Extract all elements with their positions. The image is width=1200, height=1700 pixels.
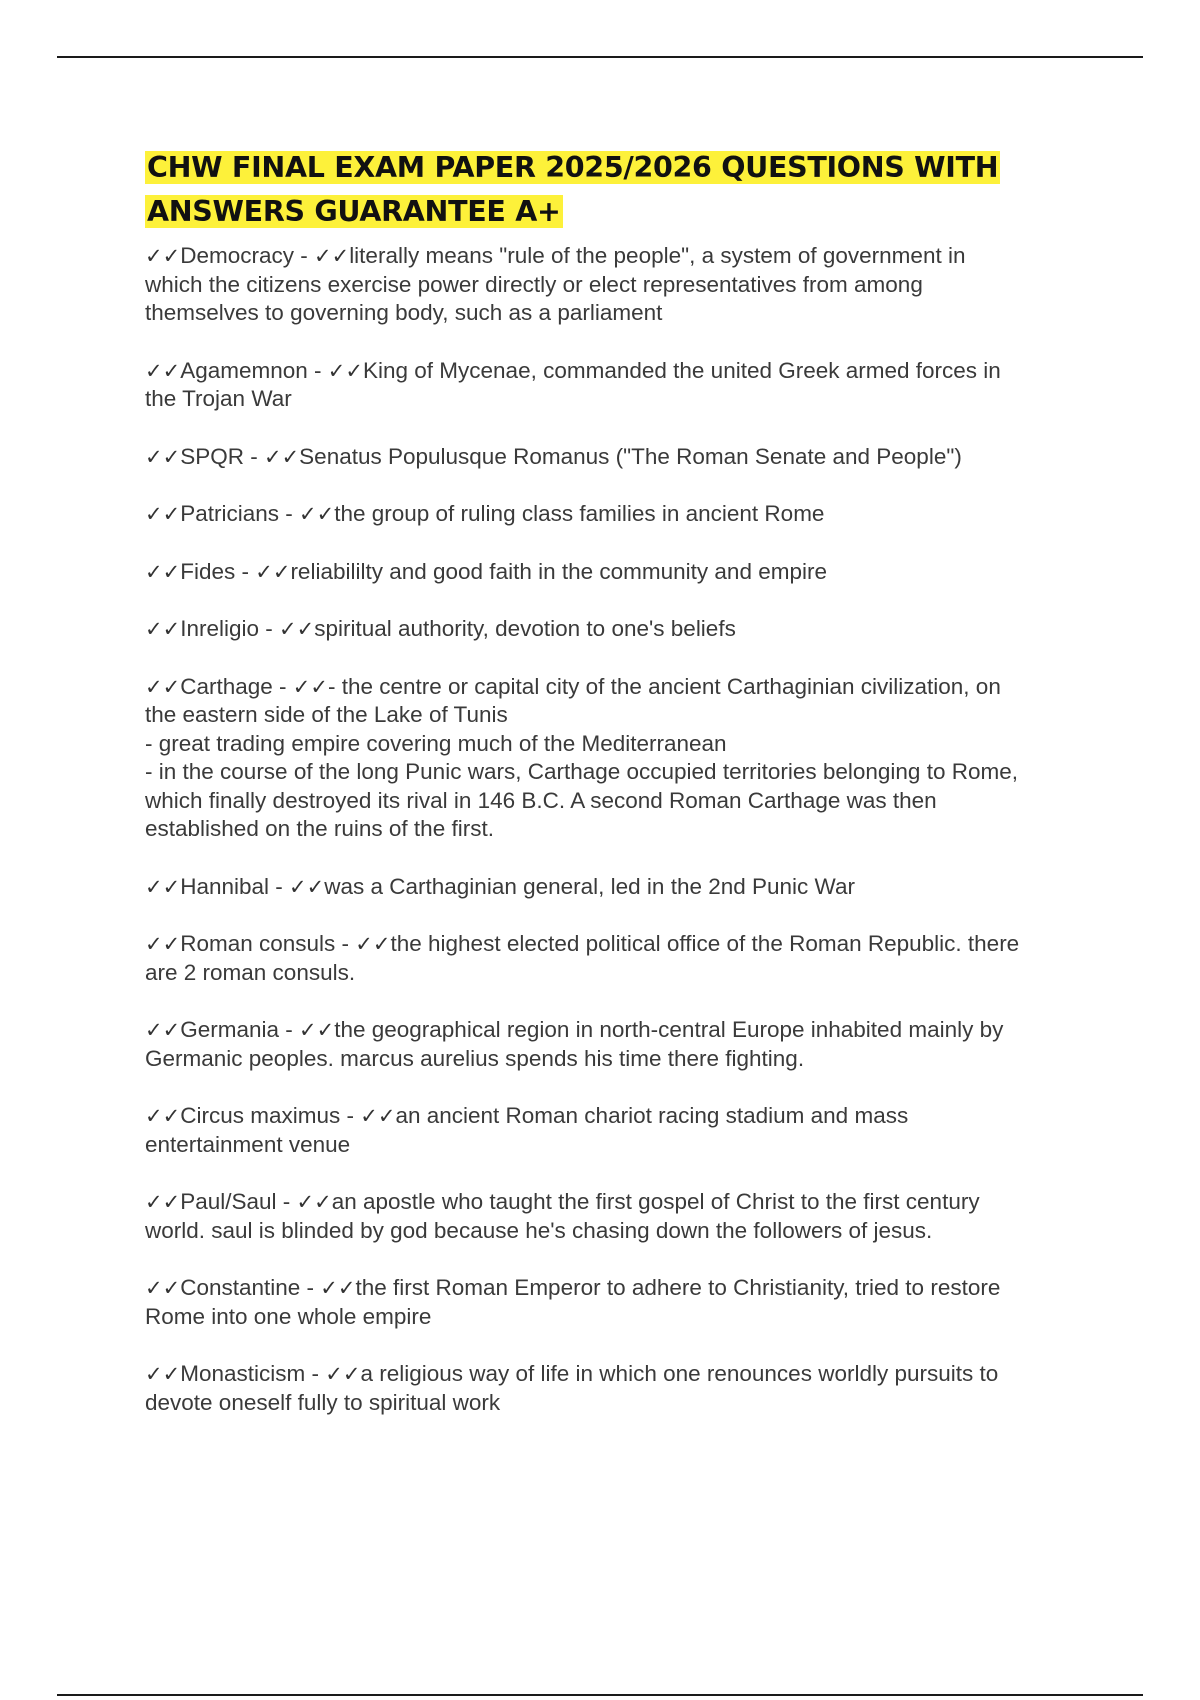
- qa-list: [145, 242, 1095, 1417]
- entry-line: [145, 558, 1095, 587]
- entry-definition: - in the course of the long Punic wars, Carthage occupied territories belonging to Rome,: [145, 759, 1018, 784]
- entry-separator: -: [272, 673, 293, 699]
- entry-definition: literally means "rule of the people", a system of government in: [349, 243, 966, 268]
- entry-separator: -: [307, 357, 328, 383]
- entry-line: [145, 271, 1095, 300]
- double-check-icon: ✓✓: [145, 444, 181, 469]
- entry-definition: Rome into one whole empire: [145, 1303, 432, 1329]
- double-check-icon: ✓✓: [145, 1018, 181, 1042]
- document-title: [145, 146, 1095, 234]
- double-check-icon: ✓✓: [263, 444, 300, 469]
- entry-separator: -: [340, 1103, 361, 1128]
- document-body: [145, 146, 1095, 1446]
- entry-line: [145, 357, 1095, 386]
- qa-entry: [145, 558, 1095, 587]
- entry-line: [145, 385, 1095, 414]
- entry-line: [145, 959, 1095, 988]
- title-line-1: CHW FINAL EXAM PAPER 2025/2026 QUESTIONS WITH: [147, 151, 999, 184]
- entry-line: [145, 1016, 1095, 1045]
- double-check-icon: ✓✓: [299, 502, 335, 526]
- double-check-icon: ✓✓: [145, 244, 181, 268]
- double-check-icon: ✓✓: [325, 1362, 361, 1386]
- double-check-icon: ✓✓: [145, 1362, 181, 1386]
- entry-separator: -: [335, 931, 356, 956]
- qa-entry: [145, 1274, 1095, 1331]
- entry-line: [145, 615, 1095, 644]
- bottom-rule: [57, 1694, 1143, 1696]
- entry-term: Agamemnon: [180, 357, 308, 383]
- entry-separator: -: [305, 1361, 326, 1386]
- entry-line: [145, 1131, 1095, 1160]
- entry-definition: a religious way of life in which one renounces worldly pursuits to: [360, 1361, 999, 1386]
- entry-term: Hannibal: [180, 873, 270, 899]
- qa-entry: [145, 357, 1095, 414]
- double-check-icon: ✓✓: [313, 244, 350, 268]
- entry-line: [145, 1217, 1095, 1246]
- entry-separator: -: [300, 1275, 321, 1300]
- top-rule: [57, 56, 1143, 58]
- title-line-2: ANSWERS GUARANTEE A+: [147, 195, 561, 228]
- entry-definition: which the citizens exercise power directly or elect representatives from among: [145, 271, 923, 297]
- entry-definition: the highest elected political office of the Roman Republic. there: [390, 931, 1020, 956]
- double-check-icon: ✓✓: [255, 559, 291, 584]
- double-check-icon: ✓✓: [360, 1104, 396, 1128]
- entry-line: [145, 1389, 1095, 1418]
- entry-term: SPQR: [180, 443, 244, 469]
- entry-separator: -: [279, 501, 299, 526]
- entry-definition: - the centre or capital city of the ancient Carthaginian civilization, on: [327, 673, 1001, 699]
- double-check-icon: ✓✓: [327, 358, 363, 383]
- entry-term: Monasticism: [180, 1361, 306, 1386]
- entry-separator: -: [293, 243, 314, 268]
- entry-definition: the eastern side of the Lake of Tunis: [145, 702, 508, 727]
- qa-entry: [145, 930, 1095, 987]
- double-check-icon: ✓✓: [299, 1018, 335, 1042]
- entry-definition: are 2 roman consuls.: [145, 959, 356, 985]
- entry-line: [145, 1360, 1095, 1389]
- entry-definition: - great trading empire covering much of the Mediterranean: [145, 730, 727, 756]
- qa-entry: [145, 615, 1095, 644]
- qa-entry: [145, 500, 1095, 529]
- entry-definition: the geographical region in north-central Europe inhabited mainly by: [334, 1017, 1004, 1042]
- double-check-icon: ✓✓: [279, 617, 315, 641]
- double-check-icon: ✓✓: [355, 932, 391, 956]
- entry-definition: Senatus Populusque Romanus ("The Roman Senate and People"): [299, 443, 962, 469]
- qa-entry: [145, 1102, 1095, 1159]
- entry-line: [145, 758, 1095, 787]
- entry-term: Fides: [180, 558, 236, 584]
- entry-line: [145, 500, 1095, 529]
- double-check-icon: ✓✓: [145, 1190, 181, 1214]
- entry-definition: the group of ruling class families in ancient Rome: [334, 501, 825, 526]
- double-check-icon: ✓✓: [145, 559, 181, 584]
- qa-entry: [145, 1360, 1095, 1417]
- entry-definition: the first Roman Emperor to adhere to Christianity, tried to restore: [355, 1275, 1001, 1300]
- entry-separator: -: [269, 873, 290, 899]
- entry-definition: spiritual authority, devotion to one's beliefs: [314, 616, 736, 641]
- double-check-icon: ✓✓: [145, 617, 181, 641]
- entry-line: [145, 930, 1095, 959]
- double-check-icon: ✓✓: [320, 1276, 356, 1300]
- entry-line: [145, 1188, 1095, 1217]
- entry-term: Roman consuls: [180, 931, 336, 956]
- entry-definition: reliabililty and good faith in the community and empire: [290, 558, 827, 584]
- entry-line: [145, 443, 1095, 472]
- entry-separator: -: [259, 616, 279, 641]
- entry-line: [145, 242, 1095, 271]
- entry-line: [145, 730, 1095, 759]
- double-check-icon: ✓✓: [145, 674, 181, 699]
- double-check-icon: ✓✓: [145, 502, 181, 526]
- qa-entry: [145, 1188, 1095, 1245]
- entry-line: [145, 815, 1095, 844]
- entry-term: Circus maximus: [180, 1103, 341, 1128]
- entry-definition: was a Carthaginian general, led in the 2nd Punic War: [324, 873, 855, 899]
- qa-entry: [145, 873, 1095, 902]
- entry-term: Inreligio: [180, 616, 259, 641]
- double-check-icon: ✓✓: [145, 874, 181, 899]
- entry-separator: -: [243, 443, 264, 469]
- entry-term: Carthage: [180, 673, 273, 699]
- qa-entry: [145, 673, 1095, 844]
- entry-separator: -: [279, 1017, 299, 1042]
- entry-line: [145, 299, 1095, 328]
- qa-entry: [145, 242, 1095, 328]
- double-check-icon: ✓✓: [145, 1104, 181, 1128]
- entry-term: Patricians: [180, 501, 279, 526]
- entry-line: [145, 1303, 1095, 1332]
- entry-line: [145, 1045, 1095, 1074]
- entry-definition: established on the ruins of the first.: [145, 816, 494, 841]
- entry-line: [145, 787, 1095, 816]
- double-check-icon: ✓✓: [145, 358, 181, 383]
- qa-entry: [145, 1016, 1095, 1073]
- entry-definition: King of Mycenae, commanded the united Greek armed forces in: [362, 357, 1001, 383]
- double-check-icon: ✓✓: [292, 674, 328, 699]
- double-check-icon: ✓✓: [289, 874, 325, 899]
- entry-line: [145, 673, 1095, 702]
- entry-separator: -: [235, 558, 256, 584]
- entry-separator: -: [276, 1189, 297, 1214]
- entry-term: Paul/Saul: [180, 1189, 277, 1214]
- double-check-icon: ✓✓: [145, 1276, 181, 1300]
- entry-definition: an ancient Roman chariot racing stadium and mass: [395, 1103, 909, 1128]
- double-check-icon: ✓✓: [296, 1190, 332, 1214]
- double-check-icon: ✓✓: [145, 932, 181, 956]
- entry-definition: Germanic peoples. marcus aurelius spends his time there fighting.: [145, 1045, 805, 1071]
- entry-line: [145, 873, 1095, 902]
- entry-definition: an apostle who taught the first gospel of Christ to the first century: [331, 1189, 980, 1214]
- entry-definition: which finally destroyed its rival in 146 B.C. A second Roman Carthage was then: [145, 787, 937, 813]
- qa-entry: [145, 443, 1095, 472]
- entry-definition: entertainment venue: [145, 1131, 351, 1157]
- entry-term: Germania: [180, 1017, 279, 1042]
- entry-line: [145, 701, 1095, 730]
- entry-term: Constantine: [180, 1275, 301, 1300]
- entry-line: [145, 1102, 1095, 1131]
- entry-definition: world. saul is blinded by god because he's chasing down the followers of jesus.: [145, 1217, 933, 1243]
- entry-definition: themselves to governing body, such as a parliament: [145, 300, 663, 325]
- entry-definition: devote oneself fully to spiritual work: [145, 1389, 501, 1415]
- entry-term: Democracy: [180, 243, 294, 268]
- entry-line: [145, 1274, 1095, 1303]
- entry-definition: the Trojan War: [145, 386, 292, 411]
